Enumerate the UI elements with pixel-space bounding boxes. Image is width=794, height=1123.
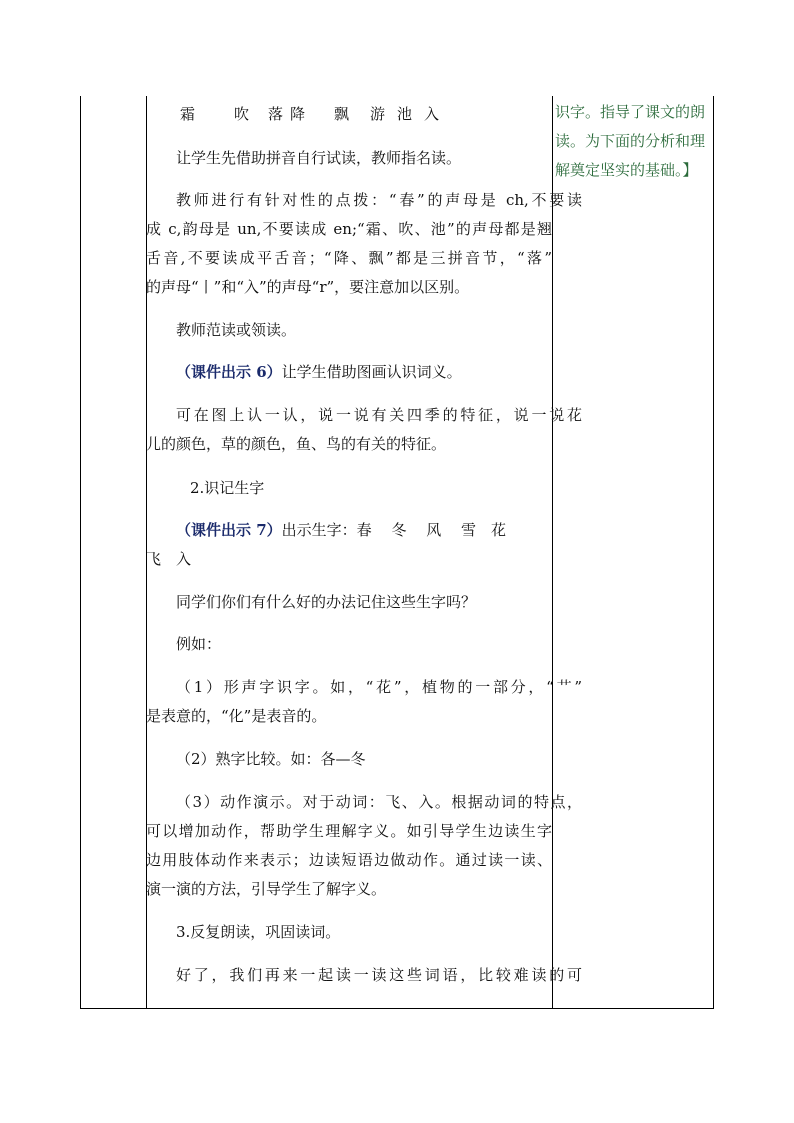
vocab-word: 吹: [234, 105, 250, 123]
paragraph-slide-7: [146, 520, 582, 540]
note-line: 读。为下面的分析和理: [555, 132, 706, 150]
vocab-word: 霜: [180, 105, 196, 123]
paragraph-reread: 好了，我们再来一起读一读这些词语，比较难读的可: [176, 966, 582, 984]
paragraph-action-line: 边用肢体动作来表示；边读短语边做动作。通过读一读、: [146, 851, 552, 869]
paragraph-slide-7-cont: 飞 入: [146, 550, 192, 568]
table-divider-2: [552, 96, 553, 1009]
paragraph-guidance-line: 舌音,不要读成平舌音；“降、飘”都是三拼音节，“落”: [146, 249, 552, 267]
slide-label: （课件出示 7）: [176, 521, 282, 539]
section-heading-2: 2.识记生字: [190, 479, 265, 497]
paragraph-seasons-line: 儿的颜色，草的颜色，鱼、鸟的有关的特征。: [146, 435, 447, 453]
paragraph-action-line: 演一演的方法，引导学生了解字义。: [146, 880, 387, 898]
lesson-body: [146, 96, 582, 1008]
slide-label: （课件出示 6）: [176, 363, 282, 381]
paragraph-seasons-line: 可在图上认一认，说一说有关四季的特征，说一说花: [176, 406, 582, 424]
vocab-word: 游: [370, 105, 386, 123]
note-line: 识字。指导了课文的朗: [555, 103, 706, 121]
vocab-word-line: [146, 104, 586, 124]
paragraph-guidance-line: 教师进行有针对性的点拨：“春”的声母是 ch,不要读: [176, 191, 582, 209]
paragraph-try-reading: 让学生先借助拼音自行试读，教师指名读。: [176, 149, 462, 167]
paragraph-model-reading: 教师范读或领读。: [176, 321, 297, 339]
slide-text: 出示生字：春 冬 风 雪 花: [281, 521, 506, 539]
paragraph-phonetic-line: 是表意的，“化”是表音的。: [146, 707, 327, 725]
table-border-right: [713, 96, 714, 1009]
paragraph-example: 例如：: [176, 635, 222, 653]
section-heading-3: 3.反复朗读，巩固读词。: [176, 923, 341, 941]
paragraph-guidance-line: 成 c,韵母是 un,不要读成 en;“霜、吹、池”的声母都是翘: [146, 220, 552, 238]
vocab-word: 降: [290, 105, 306, 123]
vocab-word: 落: [268, 105, 284, 123]
paragraph-action-line: （3）动作演示。对于动词：飞、入。根据动词的特点，: [176, 793, 582, 811]
vocab-word: 飘: [334, 105, 350, 123]
paragraph-action-line: 可以增加动作，帮助学生理解字义。如引导学生边读生字: [146, 822, 552, 840]
paragraph-compare: （2）熟字比较。如：各—冬: [176, 750, 366, 768]
vocab-word: 入: [424, 105, 440, 123]
paragraph-phonetic-line: （1）形声字识字。如，“花”，植物的一部分，“艹”: [176, 678, 582, 696]
table-border-left: [80, 96, 81, 1009]
table-border-bottom: [80, 1008, 714, 1009]
note-line: 解奠定坚实的基础。】: [555, 161, 698, 179]
slide-text: 让学生借助图画认识词义。: [281, 363, 462, 381]
paragraph-question: 同学们你们有什么好的办法记住这些生字吗？: [176, 593, 477, 611]
paragraph-slide-6: [146, 362, 582, 382]
vocab-word: 池: [397, 105, 413, 123]
paragraph-guidance-line: 的声母“丨”和“入”的声母“r”，要注意加以区别。: [146, 278, 470, 296]
